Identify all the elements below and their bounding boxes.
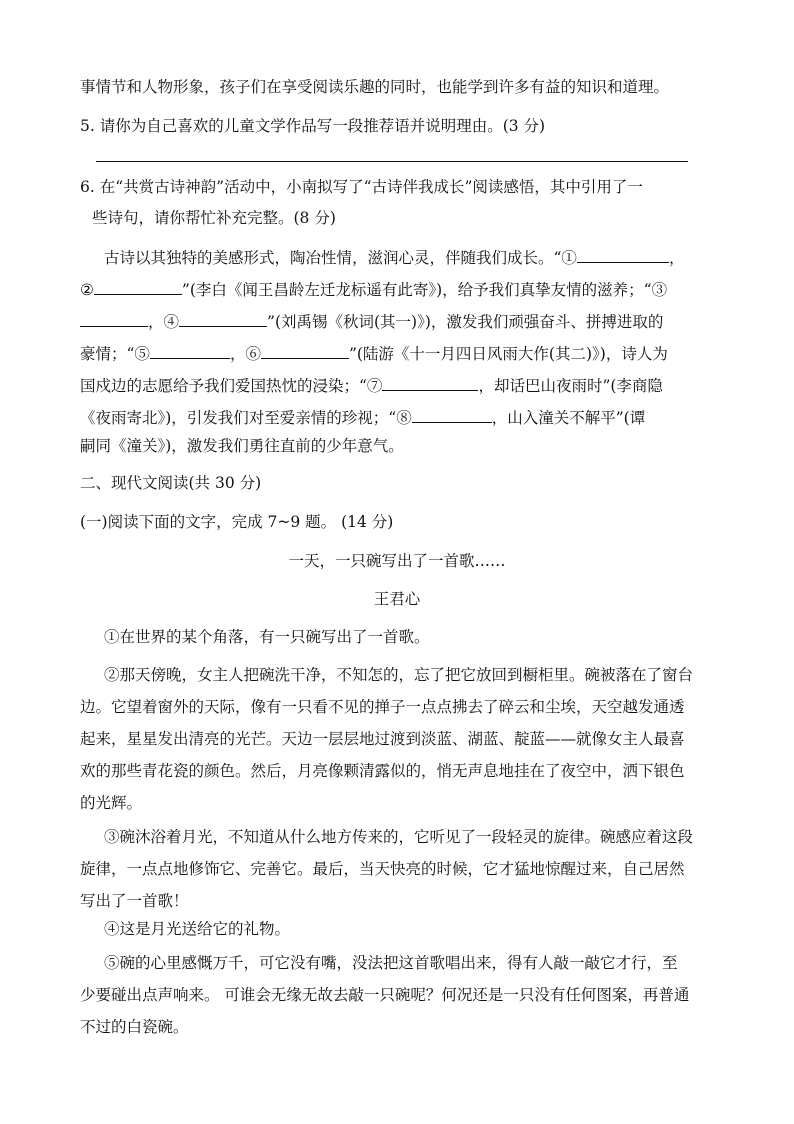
fill-blank-8[interactable] <box>412 408 492 423</box>
poem-paragraph-line: 古诗以其独特的美感形式，陶冶性情，滋润心灵，伴随我们成长。“① ， <box>104 249 685 267</box>
poem-paragraph-line: 豪情；“⑤ ，⑥ ”(陆游《十一月四日风雨大作(其二)》)，诗人为 <box>80 345 668 363</box>
fill-blank-4[interactable] <box>179 312 267 327</box>
question-6-cont: 些诗句，请你帮忙补充完整。(8 分) <box>92 209 336 227</box>
article-author: 王君心 <box>373 590 421 608</box>
poem-paragraph-line: 嗣同《潼关》)，激发我们勇往直前的少年意气。 <box>80 437 404 455</box>
paragraph-line: 事情节和人物形象，孩子们在享受阅读乐趣的同时，也能学到许多有益的知识和道理。 <box>80 78 670 96</box>
article-paragraph-line: 起来，星星发出清亮的光芒。天边一层层地过渡到淡蓝、湖蓝、靛蓝——就像女主人最喜 <box>80 730 685 748</box>
question-5: 5. 请你为自己喜欢的儿童文学作品写一段推荐语并说明理由。(3 分) <box>80 117 546 135</box>
subsection-heading: (一)阅读下面的文字，完成 7~9 题。 (14 分) <box>80 513 394 531</box>
fill-blank-1[interactable] <box>577 248 669 263</box>
poem-paragraph-line: 《夜雨寄北》)，引发我们对至爱亲情的珍视；“⑧ ，山入潼关不解平”(谭 <box>80 409 646 427</box>
question-6: 6. 在“共赏古诗神韵”活动中，小南拟写了“古诗伴我成长”阅读感悟，其中引用了一 <box>80 178 643 196</box>
article-paragraph: ③碗沐浴着月光，不知道从什么地方传来的，它听见了一段轻灵的旋律。碗感应着这段 <box>104 828 694 846</box>
article-paragraph-line: 欢的那些青花瓷的颜色。然后，月亮像颗清露似的，悄无声息地挂在了夜空中，洒下银色 <box>80 762 685 780</box>
answer-line <box>96 161 688 162</box>
article-paragraph-line: 的光辉。 <box>80 794 143 812</box>
fill-blank-6[interactable] <box>261 344 349 359</box>
poem-paragraph-line: ，④ ”(刘禹锡《秋词(其一)》)，激发我们顽强奋斗、拼搏进取的 <box>80 312 663 332</box>
article-paragraph: ①在世界的某个角落，有一只碗写出了一首歌。 <box>104 628 430 646</box>
article-paragraph: ④这是月光送给它的礼物。 <box>104 920 291 938</box>
fill-blank-5[interactable] <box>150 344 230 359</box>
article-paragraph-line: 不过的白瓷碗。 <box>80 1018 189 1036</box>
fill-blank-2[interactable] <box>94 280 182 295</box>
article-paragraph: ②那天傍晚，女主人把碗洗干净，不知怎的，忘了把它放回到橱柜里。碗被落在了窗台 <box>104 666 694 684</box>
article-paragraph-line: 少要碰出点声响来。 可谁会无缘无故去敲一只碗呢？何况还是一只没有任何图案，再普通 <box>80 986 690 1004</box>
section-heading: 二、现代文阅读(共 30 分) <box>80 474 262 492</box>
article-paragraph: ⑤碗的心里感慨万千，可它没有嘴，没法把这首歌唱出来，得有人敲一敲它才行，至 <box>104 954 678 972</box>
fill-blank-3[interactable] <box>80 312 148 327</box>
article-paragraph-line: 写出了一首歌！ <box>80 892 189 910</box>
poem-paragraph-line: ② ”(李白《闻王昌龄左迁龙标遥有此寄》)，给予我们真挚友情的滋养；“③ <box>80 281 668 299</box>
article-title: 一天，一只碗写出了一首歌…… <box>288 552 506 570</box>
fill-blank-7[interactable] <box>382 376 478 391</box>
poem-paragraph-line: 国戍边的志愿给予我们爱国热忱的浸染；“⑦ ，却话巴山夜雨时”(李商隐 <box>80 377 663 395</box>
article-paragraph-line: 边。它望着窗外的天际，像有一只看不见的掸子一点点拂去了碎云和尘埃，天空越发通透 <box>80 698 685 716</box>
article-paragraph-line: 旋律，一点点地修饰它、完善它。最后，当天快亮的时候，它才猛地惊醒过来，自己居然 <box>80 860 685 878</box>
